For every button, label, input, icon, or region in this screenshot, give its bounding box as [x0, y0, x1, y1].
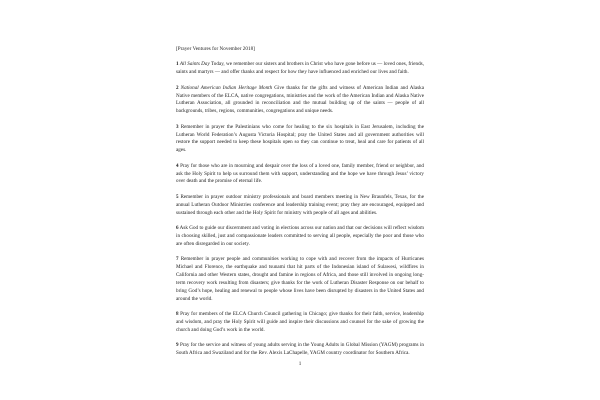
paragraph-number: 6 — [176, 224, 179, 231]
paragraph-body: Ask God to guide our discernment and voting in elections across our nation and that our decisions will reflect wisdom in choosing skilled, just and compassionate leaders committed to serving all people, especially the poor and those who are often disregarded in our society. — [176, 224, 424, 247]
paragraph-number: 8 — [176, 310, 179, 317]
paragraph-number: 2 — [176, 84, 179, 91]
paragraph-body: Today, we remember our sisters and brothers in Christ who have gone before us — loved ones, friends, saints and martyrs — and offer thanks and respect for how they have influenced and enriched our lives and faith. — [176, 61, 424, 76]
prayer-paragraph — [176, 163, 424, 187]
prayer-paragraph — [176, 194, 424, 218]
prayer-paragraph — [176, 61, 424, 77]
paragraph-lead-italic: All Saints Day — [179, 61, 210, 68]
paragraph-number: 3 — [176, 123, 179, 130]
prayer-paragraph — [176, 124, 424, 156]
document-title: [Prayer Ventures for November 2018] — [176, 46, 255, 52]
paragraph-number: 1 — [176, 61, 179, 68]
page-number: 1 — [298, 361, 302, 367]
paragraph-body: Pray for members of the ELCA Church Council gathering in Chicago; give thanks for their faith, service, leadership and wisdom, and pray the Holy Spirit will guide and inspire their discussions and counsel for the sake of growing the church and doing God’s work in the world. — [176, 310, 424, 333]
paragraph-number: 4 — [176, 162, 179, 169]
paragraph-body: Remember in prayer the Palestinians who come for healing to the six hospitals in East Jerusalem, including the Lutheran World Federation’s Augusta Victoria Hospital; pray the United States and all government authorities will restore the support needed to keep these hospitals open so they can continue to treat, heal and care for patients of all ages. — [176, 123, 424, 154]
paragraph-number: 9 — [176, 341, 179, 348]
paragraph-body: Remember in prayer people and communities working to cope with and recover from the impacts of Hurricanes Michael and Florence, the earthquake and tsunami that hit parts of the Indonesian island of Sulawesi, wildfires in California and other Western states, drought and famine in regions of Africa, and those still involved in ongoing long-term recovery work resulting from disasters; give thanks for the work of Lutheran Disaster Response on our behalf to bring God’s hope, healing and renewal to people whose lives have been disrupted by disasters in the United States and around the world. — [176, 255, 424, 302]
paragraph-number: 7 — [176, 255, 179, 262]
paragraph-body: Give thanks for the gifts and witness of American Indian and Alaska Native members of the ELCA, native congregations, ministries and the work of the American Indian and Alaska Native Lutheran Association, all grounded in reconciliation and the mutual building up of the saints — people of all backgrounds, tribes, regions, communities, congregations and unique needs. — [176, 84, 424, 115]
paragraph-body: Pray for those who are in mourning and despair over the loss of a loved one, family member, friend or neighbor, and ask the Holy Spirit to help us surround them with support, understanding and the hope we have through Jesus’ victory over death and the promise of eternal life. — [176, 162, 424, 185]
prayer-paragraph — [176, 85, 424, 117]
prayer-paragraph — [176, 256, 424, 303]
document-text-column — [176, 46, 424, 358]
paragraph-body: Pray for the service and witness of young adults serving in the Young Adults in Global Mission (YAGM) programs in South Africa and Swaziland and for the Rev. Alexis LaChapelle, YAGM country coordinator for Southern Africa. — [176, 341, 424, 356]
prayer-paragraph — [176, 225, 424, 249]
paragraph-lead-italic: National American Indian Heritage Month — [180, 84, 273, 91]
prayer-paragraph — [176, 342, 424, 358]
prayer-paragraph — [176, 311, 424, 335]
paragraph-body: Remember in prayer outdoor ministry professionals and board members meeting in New Braunfels, Texas, for the annual Lutheran Outdoor Ministries conference and leadership training event; pray they are encouraged, equipped and sustained through each other and the Holy Spirit for ministry with people of all ages and abilities. — [176, 193, 424, 216]
paragraph-number: 5 — [176, 193, 179, 200]
